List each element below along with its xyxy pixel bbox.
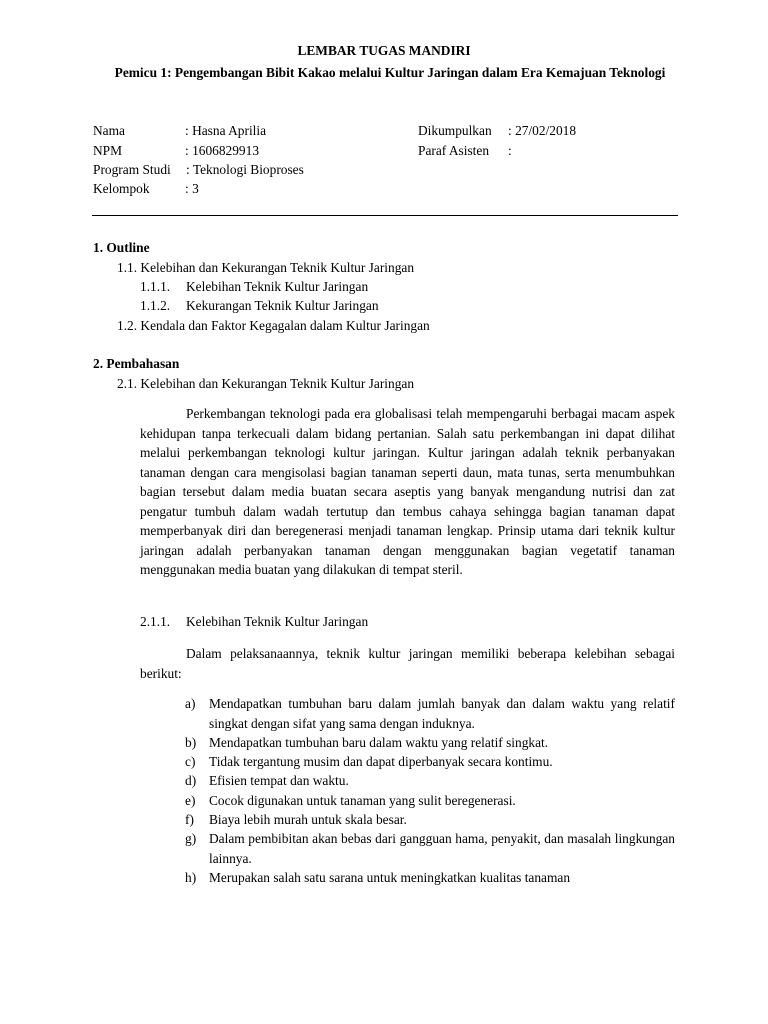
prodi-value: : Teknologi Bioproses bbox=[186, 162, 304, 177]
outline-item-1-1-2: Kekurangan Teknik Kultur Jaringan bbox=[186, 298, 379, 313]
dikumpulkan-label: Dikumpulkan bbox=[418, 123, 492, 138]
list-item-label: b) bbox=[185, 735, 197, 750]
subsection-2-1-1-number: 2.1.1. bbox=[140, 614, 171, 629]
list-item-text: Merupakan salah satu sarana untuk meningkatkan kualitas tanaman bbox=[209, 870, 571, 885]
document-subtitle: Pemicu 1: Pengembangan Bibit Kakao melalui Kultur Jaringan dalam Era Kemajuan Teknologi bbox=[114, 65, 666, 80]
list-item-text: Mendapatkan tumbuhan baru dalam jumlah banyak dan dalam waktu yang relatif singkat dengan sifat yang sama dengan induknya. bbox=[209, 696, 675, 731]
list-item-label: h) bbox=[185, 870, 197, 885]
paraf-asisten-label: Paraf Asisten bbox=[418, 143, 490, 158]
pembahasan-heading: 2. Pembahasan bbox=[93, 356, 180, 371]
list-item-text: Cocok digunakan untuk tanaman yang sulit beregenerasi. bbox=[209, 793, 516, 808]
document-title: LEMBAR TUGAS MANDIRI bbox=[297, 43, 471, 58]
list-item-label: d) bbox=[185, 773, 197, 788]
npm-value: : 1606829913 bbox=[185, 143, 260, 158]
outline-item-1-1-1: Kelebihan Teknik Kultur Jaringan bbox=[186, 279, 369, 294]
list-item-label: f) bbox=[185, 812, 194, 827]
outline-item-1-1-1-number: 1.1.1. bbox=[140, 279, 171, 294]
nama-label: Nama bbox=[93, 123, 125, 138]
kelompok-label: Kelompok bbox=[93, 181, 150, 196]
paraf-asisten-value: : bbox=[508, 143, 512, 158]
nama-value: : Hasna Aprilia bbox=[185, 123, 267, 138]
list-item-label: a) bbox=[185, 696, 196, 711]
outline-item-1-1-2-number: 1.1.2. bbox=[140, 298, 171, 313]
paragraph-perkembangan: Perkembangan teknologi pada era globalisasi telah mempengaruhi berbagai macam aspek kehidupan tanpa terkecuali dalam bidang pertanian. Salah satu perkembangan ini dapat dilihat melalui perkembangan teknologi kultur jaringan. Kultur jaringan adalah teknik perbanyakan tanaman dengan cara mengisolasi bagian tanaman seperti daun, mata tunas, serta menumbuhkan bagian tersebut dalam media buatan secara aseptis yang banyak mengandung nutrisi dan zat pengatur tumbuh dalam wadah tertutup dan tembus cahaya sehingga bagian tanaman dapat memperbanyak diri dan beregenerasi menjadi tanaman lengkap. Prinsip utama dari teknik kultur jaringan adalah perbanyakan tanaman dengan menggunakan bagian vegetatif tanaman menggunakan media buatan yang dilakukan di tempat steril. bbox=[140, 406, 675, 577]
subsection-2-1-heading: 2.1. Kelebihan dan Kekurangan Teknik Kultur Jaringan bbox=[117, 376, 415, 391]
subsection-2-1-1-heading: Kelebihan Teknik Kultur Jaringan bbox=[186, 614, 369, 629]
list-item-text: Dalam pembibitan akan bebas dari gangguan hama, penyakit, dan masalah lingkungan lainnya. bbox=[209, 831, 675, 866]
list-item-text: Efisien tempat dan waktu. bbox=[209, 773, 349, 788]
outline-item-1-2: 1.2. Kendala dan Faktor Kegagalan dalam Kultur Jaringan bbox=[117, 318, 430, 333]
dikumpulkan-value: : 27/02/2018 bbox=[508, 123, 577, 138]
list-item-label: c) bbox=[185, 754, 196, 769]
list-item-label: e) bbox=[185, 793, 196, 808]
outline-heading: 1. Outline bbox=[93, 240, 150, 255]
prodi-label: Program Studi bbox=[93, 162, 171, 177]
list-item-label: g) bbox=[185, 831, 197, 846]
list-item-text: Tidak tergantung musim dan dapat diperbanyak secara kontimu. bbox=[209, 754, 553, 769]
npm-label: NPM bbox=[93, 143, 123, 158]
paragraph-kelebihan-intro: Dalam pelaksanaannya, teknik kultur jaringan memiliki beberapa kelebihan sebagai berikut: bbox=[140, 646, 675, 681]
divider-line bbox=[92, 215, 678, 216]
list-item-text: Biaya lebih murah untuk skala besar. bbox=[209, 812, 407, 827]
outline-item-1-1: 1.1. Kelebihan dan Kekurangan Teknik Kultur Jaringan bbox=[117, 260, 415, 275]
list-item-text: Mendapatkan tumbuhan baru dalam waktu yang relatif singkat. bbox=[209, 735, 549, 750]
kelompok-value: : 3 bbox=[185, 181, 199, 196]
